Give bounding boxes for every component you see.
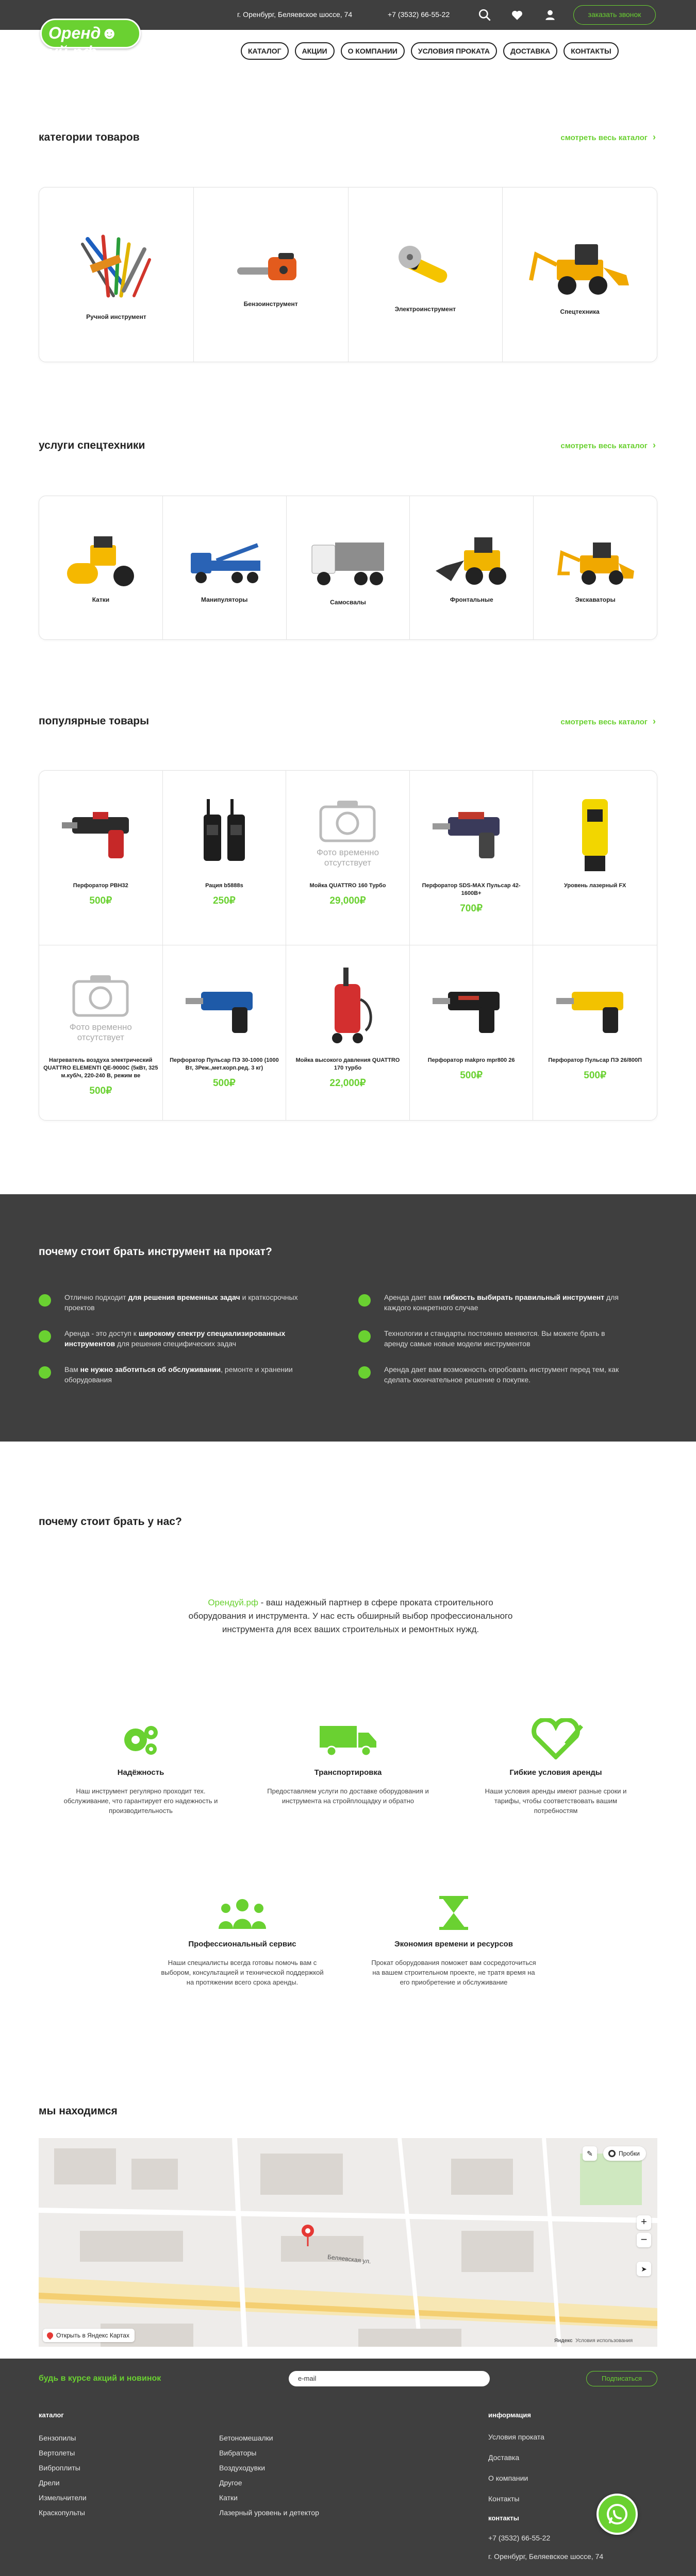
heart-outline-icon bbox=[525, 1718, 587, 1759]
feature-text: Предоставляем услуги по доставке оборудования и инструмента на стройплощадку и обратно bbox=[267, 1787, 429, 1805]
chevron-right-icon: › bbox=[653, 440, 656, 450]
menu-catalog[interactable]: КАТАЛОГ bbox=[241, 42, 289, 60]
feature-title: Гибкие условия аренды bbox=[509, 1768, 602, 1777]
product-image bbox=[54, 961, 147, 1054]
footer bbox=[0, 2359, 696, 2576]
service-card[interactable] bbox=[163, 496, 287, 639]
why-rent-title: почему стоит брать инструмент на прокат? bbox=[39, 1246, 272, 1258]
product-image bbox=[549, 786, 641, 879]
feature-transport bbox=[266, 1718, 430, 1806]
check-icon bbox=[39, 1330, 51, 1343]
heart-icon[interactable] bbox=[510, 8, 524, 22]
zoom-out-button[interactable]: − bbox=[637, 2233, 651, 2247]
product-price: 29,000₽ bbox=[329, 895, 366, 906]
product-card[interactable] bbox=[533, 771, 657, 945]
footer-link[interactable]: Краскопульты bbox=[39, 2509, 85, 2517]
map-pin-icon bbox=[46, 2331, 55, 2340]
popular-link-label: смотреть весь каталог bbox=[560, 718, 648, 726]
product-image bbox=[178, 961, 271, 1054]
category-card[interactable] bbox=[194, 188, 349, 362]
reason-text: и краткосрочных проектов bbox=[64, 1293, 298, 1312]
popular-title: популярные товары bbox=[39, 715, 150, 727]
product-image bbox=[425, 961, 518, 1054]
category-card[interactable] bbox=[39, 188, 194, 362]
walkie-talkie-image bbox=[193, 794, 255, 871]
categories-title: категории товаров bbox=[39, 131, 140, 143]
footer-catalog-col2 bbox=[219, 2431, 319, 2520]
product-card[interactable] bbox=[286, 771, 410, 945]
product-image bbox=[301, 961, 394, 1054]
product-price: 250₽ bbox=[212, 895, 236, 906]
footer-info-title: информация bbox=[488, 2411, 532, 2419]
feature-title: Экономия времени и ресурсов bbox=[394, 1940, 513, 1948]
map-terms[interactable]: Условия использования bbox=[575, 2338, 633, 2344]
product-price: 500₽ bbox=[212, 1078, 236, 1089]
footer-link[interactable]: Другое bbox=[219, 2479, 242, 2487]
photo-placeholder bbox=[54, 972, 147, 1043]
menu-about[interactable]: О КОМПАНИИ bbox=[341, 42, 405, 60]
zoom-in-button[interactable]: + bbox=[637, 2215, 651, 2230]
feature-text: Наши условия аренды имеют разные сроки и тарифы, чтобы соответствовать вашим потребностям bbox=[485, 1787, 627, 1815]
footer-link[interactable]: Дрели bbox=[39, 2479, 60, 2487]
footer-phone[interactable]: +7 (3532) 66-55-22 bbox=[488, 2534, 551, 2542]
categories-link-label: смотреть весь каталог bbox=[560, 133, 648, 142]
chainsaw-image bbox=[232, 242, 309, 293]
product-price: 22,000₽ bbox=[329, 1078, 366, 1089]
feature-text: Наш инструмент регулярно проходит тех. обслуживание, что гарантирует его надежность и производительность bbox=[63, 1787, 218, 1815]
product-card[interactable] bbox=[410, 771, 534, 945]
product-card[interactable] bbox=[39, 945, 163, 1120]
category-label: Бензоинструмент bbox=[243, 300, 298, 308]
reason-text: Аренда дает вам bbox=[384, 1293, 443, 1301]
service-card[interactable] bbox=[287, 496, 410, 639]
menu-delivery[interactable]: ДОСТАВКА bbox=[503, 42, 557, 60]
feature-title: Надёжность bbox=[117, 1768, 164, 1777]
reason-item bbox=[358, 1328, 626, 1349]
footer-link[interactable]: Виброплиты bbox=[39, 2464, 80, 2472]
chevron-right-icon: › bbox=[653, 716, 656, 726]
service-label: Экскаваторы bbox=[575, 596, 616, 603]
product-name: Нагреватель воздуха электрический QUATTRO ELEMENTI QE-9000C (5кВт, 325 м.куб/ч, 220-240 В, режим ве bbox=[43, 1057, 158, 1079]
reason-item bbox=[358, 1364, 626, 1385]
product-card[interactable] bbox=[286, 945, 410, 1120]
reason-text: , ремонте и хранении оборудования bbox=[64, 1365, 293, 1384]
reason-text: для каждого конкретного случае bbox=[384, 1293, 619, 1312]
feature-title: Профессиональный сервис bbox=[188, 1940, 296, 1948]
footer-info-col bbox=[488, 2427, 544, 2509]
email-input[interactable]: e-mail bbox=[289, 2371, 490, 2386]
footer-link[interactable]: Вибраторы bbox=[219, 2449, 257, 2457]
reason-item bbox=[39, 1328, 307, 1349]
services-title: услуги спецтехники bbox=[39, 439, 145, 451]
product-image bbox=[54, 786, 147, 879]
footer-link[interactable]: Бетономешалки bbox=[219, 2434, 273, 2442]
backhoe-image bbox=[526, 234, 634, 301]
product-name: Перфоратор SDS-MAX Пульсар 42-1600В+ bbox=[422, 883, 521, 896]
call-request-button[interactable]: заказать звонок bbox=[573, 5, 656, 25]
check-icon bbox=[39, 1294, 51, 1307]
reason-text: Технологии и стандарты постоянно меняются. Вы можете брать в аренду самые новые модели инструментов bbox=[384, 1329, 605, 1348]
footer-link[interactable]: Вертолеты bbox=[39, 2449, 75, 2457]
reason-text: Аренда - это доступ к bbox=[64, 1329, 139, 1337]
footer-link[interactable]: Лазерный уровень и детектор bbox=[219, 2509, 319, 2517]
product-image bbox=[425, 786, 518, 879]
feature-text: Наши специалисты всегда готовы помочь вам с выбором, консультацией и технической поддержкой на протяжении всего срока аренды. bbox=[161, 1959, 324, 1986]
footer-contacts-col bbox=[488, 2529, 603, 2566]
why-rent-section bbox=[0, 1194, 696, 1442]
products-grid bbox=[39, 770, 657, 1121]
reason-text: Аренда дает вам возможность опробовать инструмент перед тем, как сделать окончательное решение о покупке. bbox=[384, 1365, 619, 1384]
header-address: г. Оренбург, Беляевское шоссе, 74 bbox=[237, 10, 353, 19]
team-icon bbox=[211, 1895, 273, 1931]
footer-address: г. Оренбург, Беляевское шоссе, 74 bbox=[488, 2552, 604, 2561]
why-us-intro bbox=[186, 1596, 516, 1636]
popular-catalog-link[interactable] bbox=[560, 716, 656, 727]
yellow-hammer-image bbox=[551, 976, 639, 1038]
product-image bbox=[301, 786, 394, 879]
product-name: Уровень лазерный FX bbox=[564, 883, 626, 889]
truck-icon bbox=[317, 1718, 379, 1759]
check-icon bbox=[358, 1366, 371, 1379]
product-image bbox=[549, 961, 641, 1054]
ruler-icon[interactable]: ✎ bbox=[583, 2146, 597, 2161]
traffic-button[interactable] bbox=[603, 2146, 646, 2161]
whatsapp-icon bbox=[599, 2496, 636, 2533]
pressure-washer-image bbox=[317, 963, 378, 1051]
reason-item bbox=[358, 1292, 626, 1313]
footer-contacts-title: контакты bbox=[488, 2514, 519, 2522]
makpro-hammer-image bbox=[427, 976, 515, 1038]
check-icon bbox=[39, 1366, 51, 1379]
hourglass-icon bbox=[428, 1895, 479, 1931]
blue-hammer-image bbox=[180, 976, 268, 1038]
feature-text: Прокат оборудования поможет вам сосредоточиться на вашем строительном проекте, не тратя время на его приобретение и обслуживание bbox=[371, 1959, 536, 1986]
logo-text: Оренд☻уй.рф bbox=[48, 24, 119, 61]
crane-truck-image bbox=[180, 532, 268, 589]
gears-icon bbox=[112, 1718, 169, 1759]
product-name: Перфоратор Пульсар ПЭ 26/800П bbox=[548, 1057, 642, 1063]
footer-link[interactable]: Измельчители bbox=[39, 2494, 87, 2502]
camera-icon bbox=[317, 798, 378, 844]
product-card[interactable] bbox=[39, 771, 163, 945]
category-card[interactable] bbox=[503, 188, 657, 362]
service-label: Катки bbox=[92, 596, 110, 603]
product-price: 500₽ bbox=[460, 1070, 483, 1081]
main-menu bbox=[241, 42, 619, 60]
service-label: Фронтальные bbox=[450, 596, 493, 603]
map[interactable] bbox=[39, 2138, 657, 2347]
product-name: Мойка высокого давления QUATTRO 170 турбо bbox=[295, 1057, 400, 1071]
reason-text: для решения специфических задач bbox=[115, 1340, 237, 1348]
category-label: Спецтехника bbox=[560, 308, 600, 315]
traffic-label: Пробки bbox=[619, 2150, 640, 2157]
services-grid bbox=[39, 496, 657, 640]
subscribe-button[interactable]: Подписаться bbox=[586, 2371, 657, 2386]
footer-link[interactable]: Доставка bbox=[488, 2453, 520, 2462]
footer-catalog-col1 bbox=[39, 2431, 87, 2520]
service-card[interactable] bbox=[410, 496, 534, 639]
product-name: Рация b5888s bbox=[205, 883, 243, 889]
category-card[interactable] bbox=[349, 188, 503, 362]
feature-flexible-terms bbox=[473, 1718, 638, 1816]
product-name: Перфоратор Пульсар ПЭ 30-1000 (1000 Вт, 3Реж.,мет.корп.ред. 3 кг) bbox=[170, 1057, 279, 1071]
photo-placeholder-text: Фото временно отсутствует bbox=[69, 1022, 132, 1042]
photo-placeholder bbox=[301, 798, 394, 868]
check-icon bbox=[358, 1294, 371, 1307]
menu-promotions[interactable]: АКЦИИ bbox=[295, 42, 335, 60]
reason-text: Вам bbox=[64, 1365, 80, 1374]
reason-bold: широкому спектру специализированных инструментов bbox=[64, 1329, 286, 1348]
brand-name: Орендуй.рф bbox=[208, 1598, 258, 1607]
services-catalog-link[interactable] bbox=[560, 440, 656, 451]
map-canvas bbox=[39, 2138, 657, 2347]
reason-item bbox=[39, 1364, 307, 1385]
product-price: 500₽ bbox=[89, 895, 112, 906]
sds-max-hammer-image bbox=[427, 802, 515, 863]
categories-grid bbox=[39, 187, 657, 362]
product-card[interactable] bbox=[410, 945, 534, 1120]
front-loader-image bbox=[428, 532, 516, 589]
service-label: Манипуляторы bbox=[201, 596, 248, 603]
footer-link[interactable]: Контакты bbox=[488, 2495, 520, 2503]
open-map-label: Открыть в Яндекс Картах bbox=[56, 2332, 129, 2339]
photo-placeholder-text: Фото временно отсутствует bbox=[316, 847, 379, 868]
product-name: Мойка QUATTRO 160 Турбо bbox=[309, 883, 386, 889]
product-name: Перфоратор makpro mpr800 26 bbox=[427, 1057, 515, 1063]
open-in-yandex-maps-button[interactable] bbox=[43, 2329, 135, 2342]
footer-link[interactable]: Условия проката bbox=[488, 2433, 544, 2441]
product-card[interactable] bbox=[163, 945, 287, 1120]
map-street-label: Беляевская ул. bbox=[327, 2253, 372, 2265]
logo[interactable] bbox=[40, 8, 141, 61]
menu-rental-terms[interactable]: УСЛОВИЯ ПРОКАТА bbox=[411, 42, 497, 60]
reason-bold: не нужно заботиться об обслуживании bbox=[80, 1365, 221, 1374]
product-card[interactable] bbox=[533, 945, 657, 1120]
product-price: 500₽ bbox=[584, 1070, 607, 1081]
footer-catalog-title: каталог bbox=[39, 2411, 64, 2419]
service-card[interactable] bbox=[534, 496, 657, 639]
footer-link[interactable]: Воздуходувки bbox=[219, 2464, 266, 2472]
feature-title: Транспортировка bbox=[314, 1768, 382, 1777]
services-link-label: смотреть весь каталог bbox=[560, 442, 648, 450]
reason-text: Отлично подходит bbox=[64, 1293, 128, 1301]
hand-tools-image bbox=[72, 229, 160, 306]
check-icon bbox=[358, 1330, 371, 1343]
category-label: Ручной инструмент bbox=[86, 313, 146, 320]
product-card[interactable] bbox=[163, 771, 287, 945]
product-price: 700₽ bbox=[460, 903, 483, 914]
menu-contacts[interactable]: КОНТАКТЫ bbox=[564, 42, 618, 60]
product-image bbox=[178, 786, 271, 879]
search-icon[interactable] bbox=[478, 8, 491, 22]
footer-link[interactable]: О компании bbox=[488, 2474, 528, 2482]
reason-item bbox=[39, 1292, 307, 1313]
traffic-icon bbox=[608, 2150, 616, 2157]
location-title: мы находимся bbox=[39, 2105, 118, 2117]
whatsapp-button[interactable] bbox=[596, 2494, 638, 2535]
rotary-hammer-image bbox=[57, 802, 144, 863]
map-attribution bbox=[554, 2338, 633, 2344]
product-price: 500₽ bbox=[89, 1086, 112, 1096]
camera-icon bbox=[70, 972, 131, 1019]
dump-truck-image bbox=[304, 530, 392, 591]
service-card[interactable] bbox=[39, 496, 163, 639]
feature-time-saving bbox=[371, 1895, 536, 1987]
map-brand: Яндекс bbox=[554, 2338, 573, 2344]
reason-bold: для решения временных задач bbox=[128, 1293, 240, 1301]
feature-professional-service bbox=[160, 1895, 325, 1987]
category-label: Электроинструмент bbox=[394, 306, 456, 313]
service-label: Самосвалы bbox=[330, 599, 366, 606]
laser-level-image bbox=[569, 789, 621, 876]
excavator-image bbox=[552, 532, 639, 589]
chevron-right-icon: › bbox=[653, 132, 656, 142]
header-phone[interactable]: +7 (3532) 66-55-22 bbox=[388, 10, 450, 19]
subscribe-text: будь в курсе акций и новинок bbox=[39, 2374, 161, 2383]
angle-grinder-image bbox=[387, 236, 464, 298]
road-roller-image bbox=[62, 532, 139, 589]
locate-icon[interactable]: ➤ bbox=[637, 2262, 651, 2276]
product-name: Перфоратор PBH32 bbox=[73, 883, 128, 889]
reason-bold: гибкость выбирать правильный инструмент bbox=[443, 1293, 605, 1301]
footer-link[interactable]: Катки bbox=[219, 2494, 238, 2502]
feature-reliability bbox=[58, 1718, 223, 1816]
user-icon[interactable] bbox=[543, 8, 557, 22]
footer-link[interactable]: Бензопилы bbox=[39, 2434, 76, 2442]
intro-text: - ваш надежный партнер в сфере проката строительного оборудования и инструмента. У нас есть обширный выбор профессионального инструмента для всех ваших строительных и ремонтных нужд. bbox=[188, 1598, 513, 1634]
why-us-title: почему стоит брать у нас? bbox=[39, 1516, 182, 1528]
categories-catalog-link[interactable] bbox=[560, 132, 656, 143]
